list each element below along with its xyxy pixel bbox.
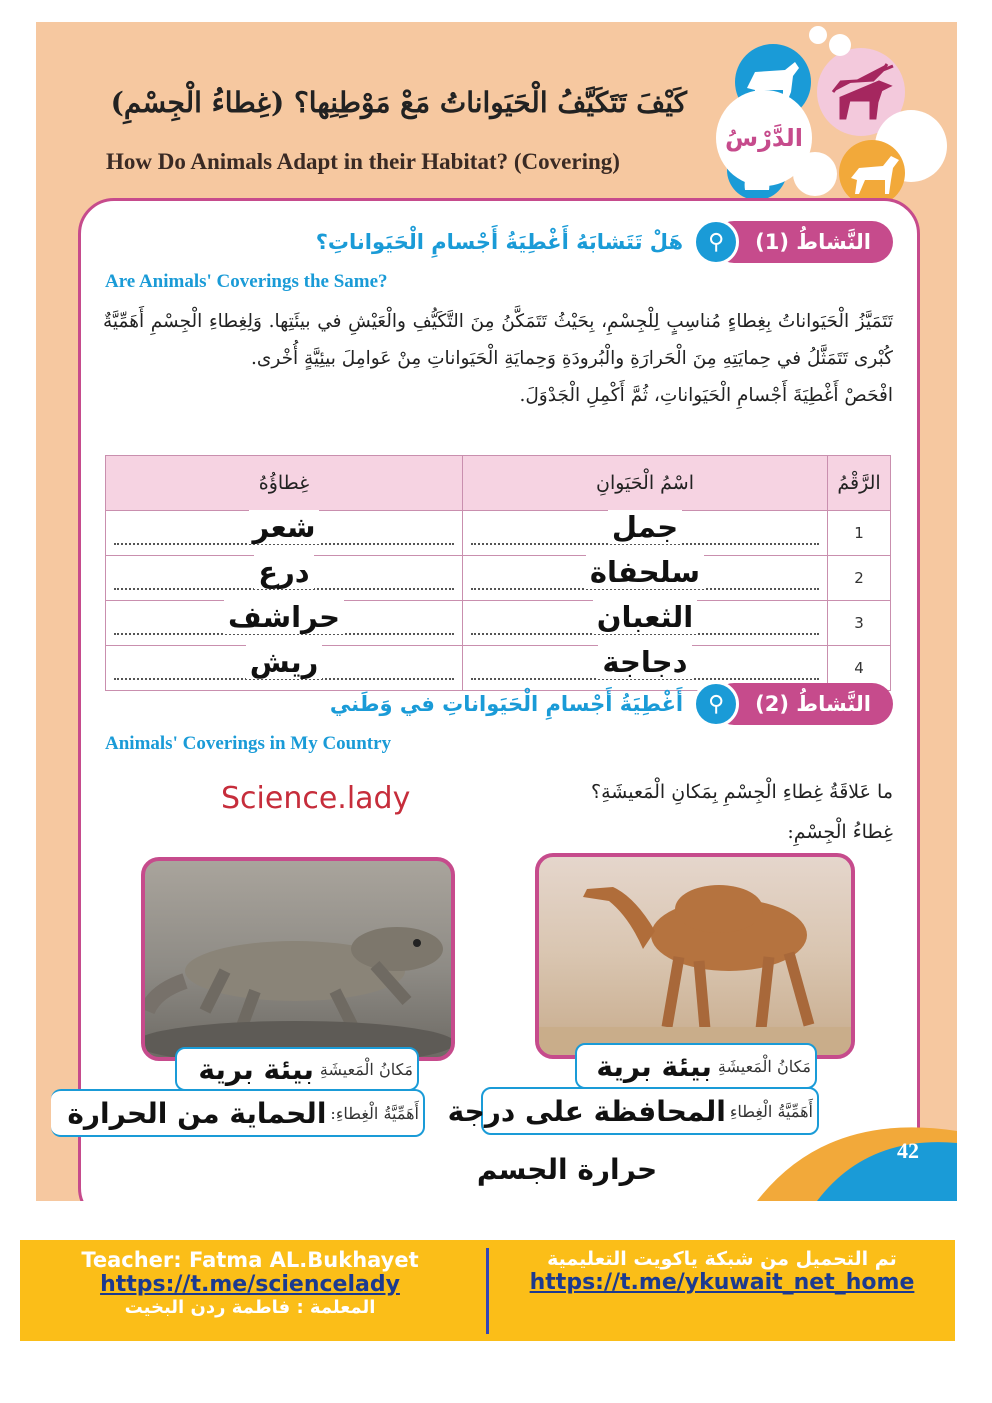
header-covering: غِطاؤُهُ	[106, 456, 463, 511]
animal-answer: سلحفاة	[586, 555, 704, 589]
camel-importance-label: أَهَمِّيَّةُ الْغِطاءِ	[729, 1101, 813, 1121]
sciencelady-link[interactable]: https://t.me/sciencelady	[100, 1272, 400, 1297]
camel-photo	[535, 853, 855, 1059]
header-animal-name: اسْمُ الْحَيَوانِ	[463, 456, 828, 511]
teacher-name-arabic: المعلمة : فاطمة ردن البخيت	[124, 1297, 376, 1318]
activity-1-header	[316, 221, 893, 263]
activity-2-header	[330, 683, 893, 725]
lizard-importance-box	[51, 1089, 425, 1137]
table-row	[106, 511, 891, 556]
magnifier-icon: ⚲	[693, 681, 739, 727]
lesson-badge	[716, 90, 812, 186]
lizard-habitat-answer: بيئة برية	[198, 1052, 314, 1086]
footer-divider	[486, 1248, 489, 1334]
covering-cell[interactable]	[106, 601, 463, 646]
activity-1-title-arabic: هَلْ تَتَشابَهُ أَغْطِيَةُ أَجْسامِ الْحَيَواناتِ؟	[315, 230, 684, 254]
download-source-text: تم التحميل من شبكة ياكويت التعليمية	[547, 1248, 897, 1270]
covering-answer: درع	[254, 555, 313, 589]
teacher-name: Teacher: Fatma AL.Bukhayet	[81, 1248, 419, 1272]
animal-answer: الثعبان	[593, 600, 698, 634]
horse-silhouette-icon	[845, 150, 903, 198]
footer-left	[20, 1248, 480, 1318]
lesson-label: الدَّرْسُ	[724, 124, 804, 152]
covering-answer: شعر	[249, 510, 320, 544]
lizard-importance-label: أَهَمِّيَّةُ الْغِطاءِ:	[330, 1103, 419, 1123]
content-card	[67, 198, 920, 1201]
ykuwait-link[interactable]: https://t.me/ykuwait_net_home	[529, 1270, 915, 1295]
deer-silhouette-icon	[825, 62, 901, 122]
row-number: 2	[828, 556, 891, 601]
table-row	[106, 601, 891, 646]
header-number: الرَّقْمُ	[828, 456, 891, 511]
activity-1-title-english: Are Animals' Coverings the Same?	[105, 271, 388, 292]
covering-answer: ريش	[246, 645, 323, 679]
activity-2-label: النَّشاطُ (2)	[713, 683, 893, 725]
covering-cell[interactable]	[106, 556, 463, 601]
instruction-text: افْحَصْ أَغْطِيَةَ أَجْسامِ الْحَيَواناتِ، ثُمَّ أَكْمِلِ الْجَدْوَلَ.	[519, 385, 893, 406]
animal-cell[interactable]	[463, 556, 828, 601]
covering-answer: حراشف	[224, 600, 344, 634]
row-number: 1	[828, 511, 891, 556]
camel-habitat-answer: بيئة برية	[596, 1049, 712, 1083]
footer-right	[492, 1248, 952, 1295]
camel-importance-continuation	[431, 1141, 703, 1197]
magnifier-icon: ⚲	[693, 219, 739, 265]
lizard-importance-answer: الحماية من الحرارة	[67, 1096, 327, 1130]
lizard-photo	[141, 857, 455, 1061]
activity-2-title-arabic: أَغْطِيَةُ أَجْسامِ الْحَيَواناتِ في وَطَني	[329, 692, 684, 716]
paragraph-text: تَتَمَيَّزُ الْحَيَواناتُ بِغِطاءٍ مُناسِبٍ لِلْجِسْمِ، بِحَيْثُ تَتَمَكَّنُ مِنَ التَّكَيُّفِ والْعَيْشِ في بيئَتِها. وَلِغِطاءِ الْجِسْمِ أَهَمِّيَّةٌ كُبْرى تَتَمَثَّلُ في حِمايَتِهِ مِنَ الْحَرارَةِ والْبُرودَةِ وَحِمايَةِ الْحَيَواناتِ مِنْ عَوامِلَ بيئِيَّةٍ أُخْرى.	[103, 311, 893, 369]
animal-cell[interactable]	[463, 601, 828, 646]
body-covering-label: غِطاءُ الْجِسْمِ:	[787, 821, 893, 843]
activity-2-question: ما عَلاقَةُ غِطاءِ الْجِسْمِ بِمَكانِ الْمَعيشَةِ؟	[591, 781, 893, 803]
row-number: 3	[828, 601, 891, 646]
page-number: 42	[897, 1138, 919, 1163]
activity-1-paragraph	[103, 303, 893, 414]
download-footer	[20, 1240, 955, 1341]
activity-1-label: النَّشاطُ (1)	[713, 221, 893, 263]
animal-answer: جمل	[608, 510, 682, 544]
camel-habitat-box	[575, 1043, 817, 1089]
animal-answer: دجاجة	[598, 645, 691, 679]
page-title-arabic: كَيْفَ تَتَكَيَّفُ الْحَيَواناتُ مَعْ مَوْطِنِها؟ (غِطاءُ الْجِسْمِ)	[110, 86, 687, 119]
lizard-illustration-icon	[145, 861, 451, 1057]
camel-habitat-label: مَكانُ الْمَعيشَةِ	[717, 1056, 811, 1076]
lizard-habitat-box	[175, 1047, 419, 1091]
bubble-white-icon	[829, 34, 851, 56]
table-row	[106, 556, 891, 601]
animal-cell[interactable]	[463, 511, 828, 556]
table-header-row	[106, 456, 891, 511]
row-number: 4	[828, 646, 891, 691]
page-title-english: How Do Animals Adapt in their Habitat? (Covering)	[106, 149, 620, 174]
camel-illustration-icon	[539, 857, 851, 1055]
brand-watermark: Science.lady	[221, 781, 411, 816]
camel-importance-answer-2: حرارة الجسم	[476, 1152, 658, 1186]
lizard-habitat-label: مَكانُ الْمَعيشَةِ	[319, 1059, 413, 1079]
animals-coverings-table	[105, 455, 891, 691]
covering-cell[interactable]	[106, 511, 463, 556]
page-number-band	[757, 1121, 957, 1201]
bubble-white-icon	[809, 26, 827, 44]
activity-2-title-english: Animals' Coverings in My Country	[105, 733, 392, 754]
textbook-page	[36, 22, 957, 1201]
camel-importance-answer: المحافظة على درجة	[447, 1094, 726, 1128]
